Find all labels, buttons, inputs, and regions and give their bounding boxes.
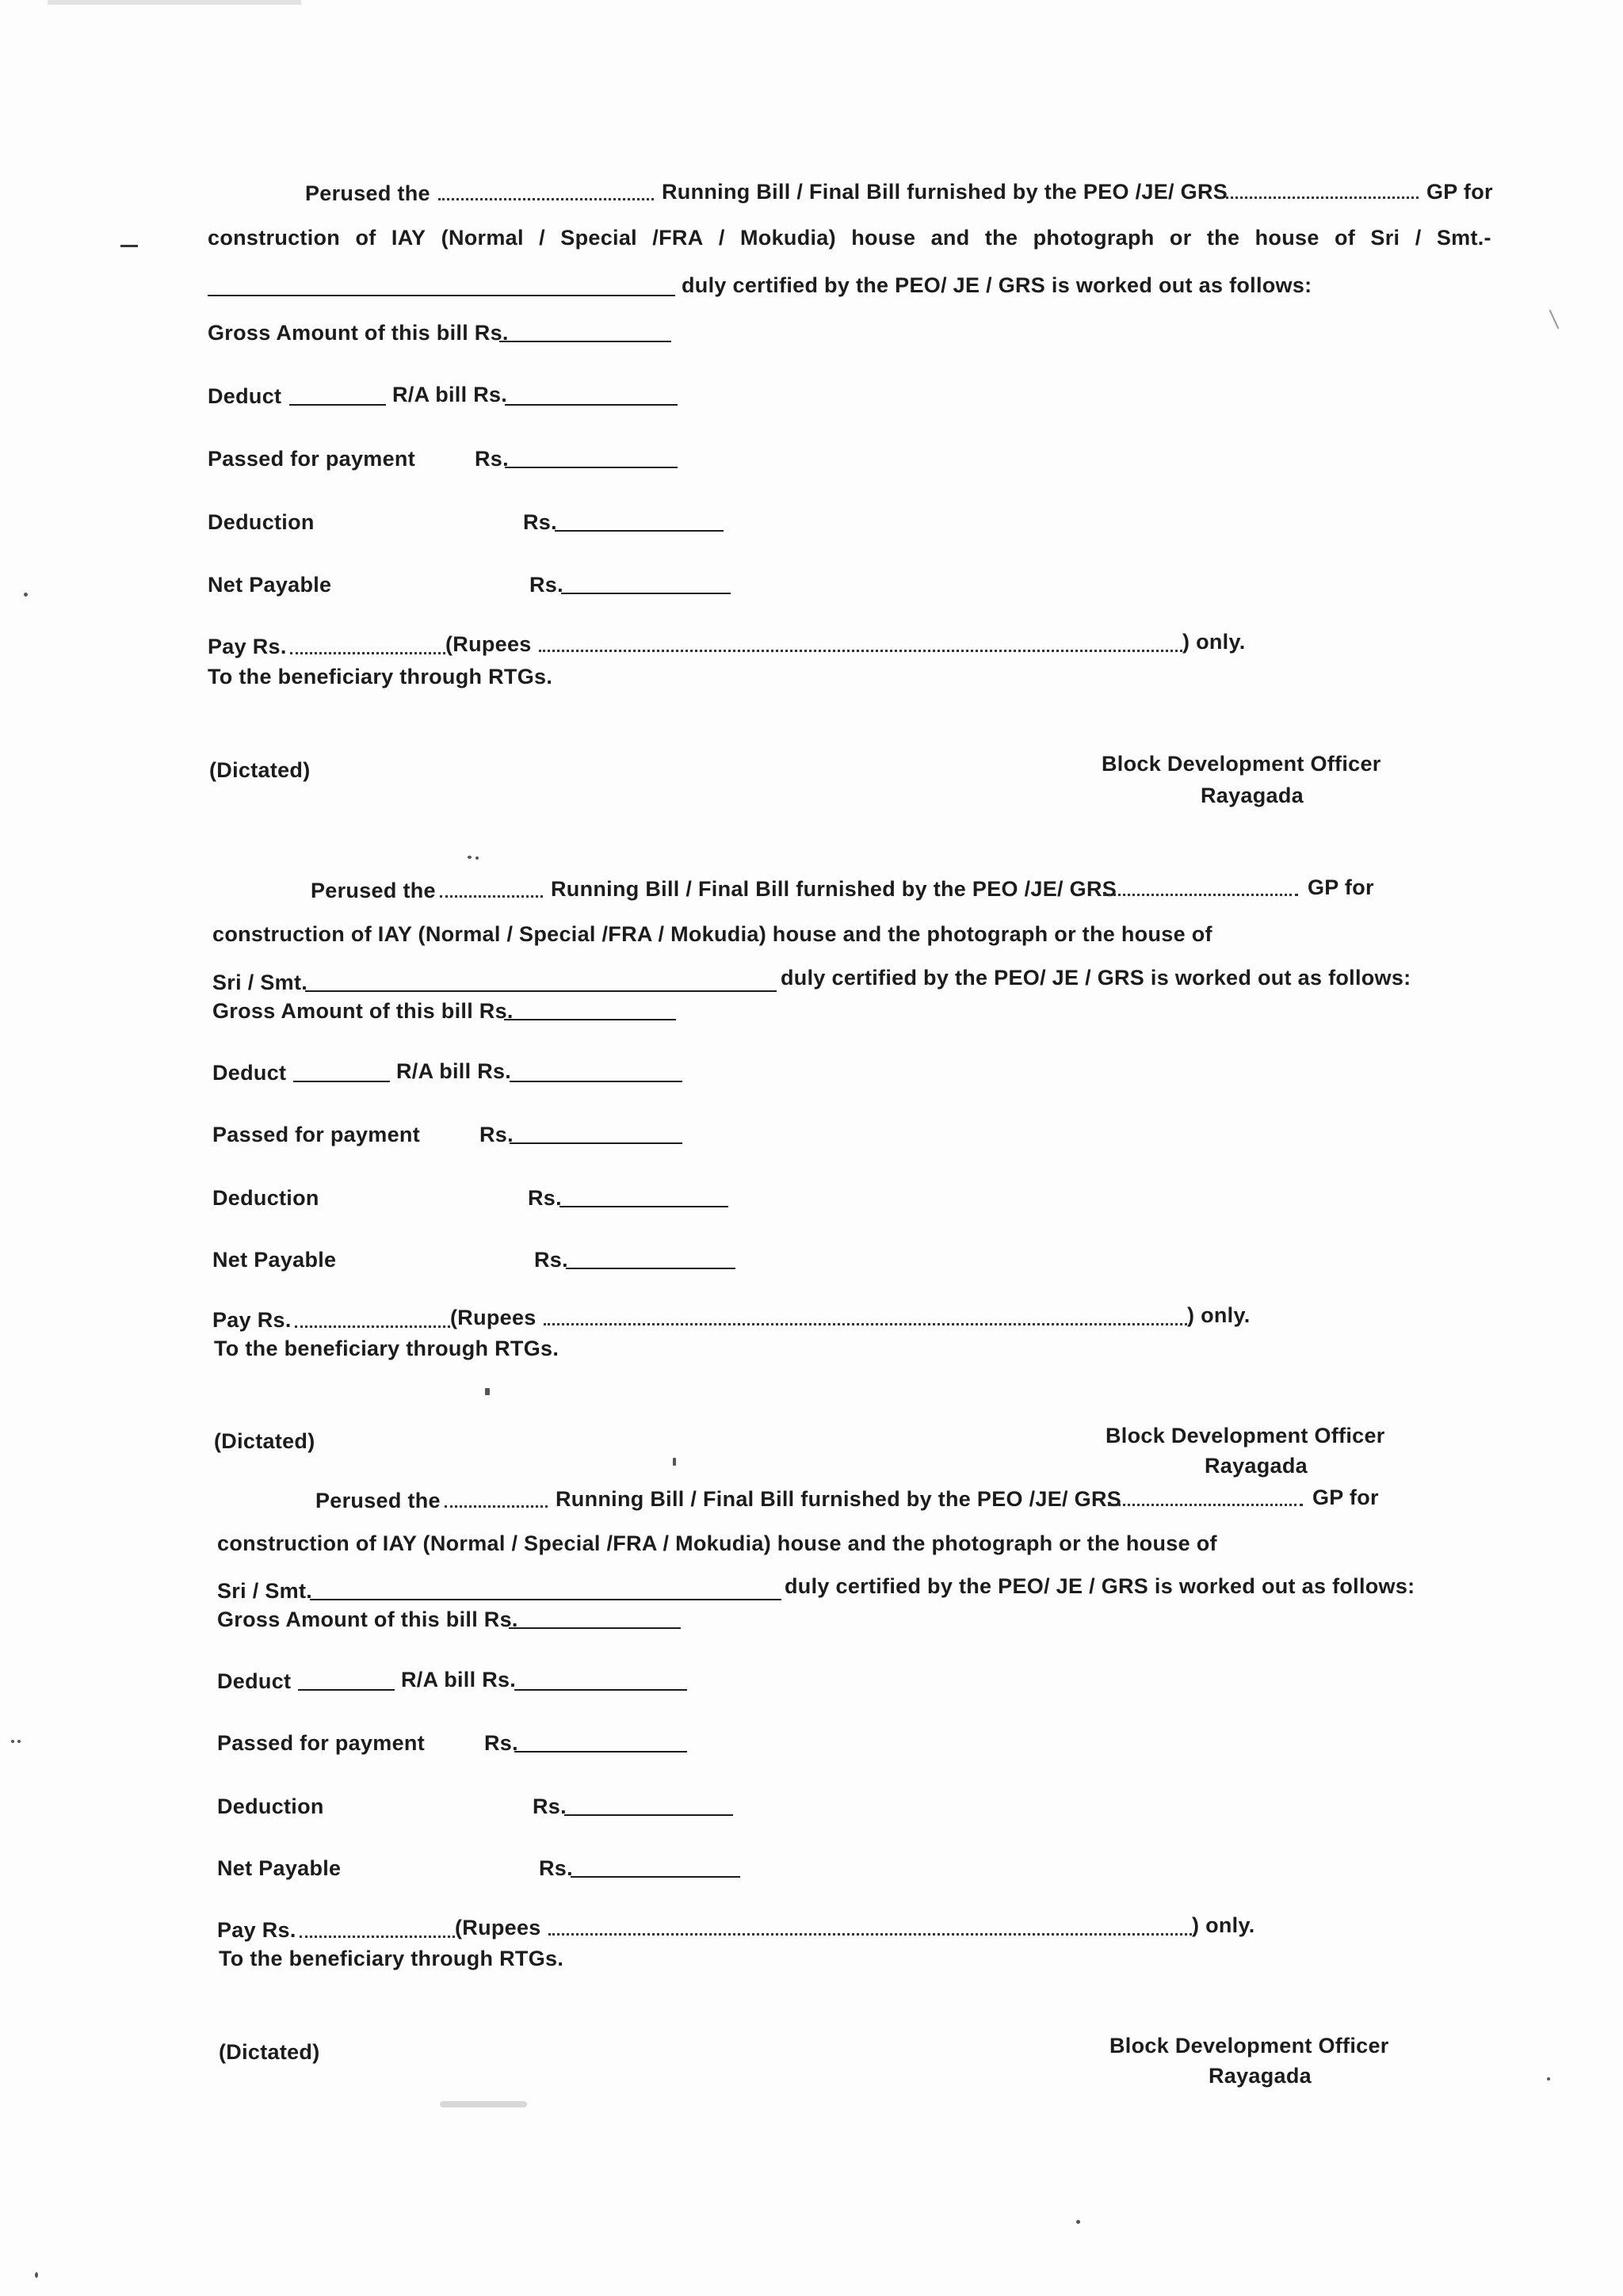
deduction-label: Deduction [212,1186,319,1210]
gp-for-text: GP for [1308,875,1374,899]
rupees-label: (Rupees [445,632,532,656]
word: of [355,226,376,250]
gp-name-blank[interactable] [1108,1504,1303,1506]
gp-for-text: GP for [1426,180,1493,204]
officer-place: Rayagada [1205,1454,1308,1478]
ra-bill-blank[interactable] [505,404,678,406]
passed-payment-blank[interactable] [510,1142,682,1144]
officer-place: Rayagada [1209,2064,1312,2088]
rs-label: Rs. [533,1794,567,1818]
word: / [718,226,725,250]
scan-edge-mark [1549,310,1560,329]
gp-name-blank[interactable] [1220,196,1419,199]
pay-amount-blank[interactable] [295,1325,450,1328]
rs-label: Rs. [539,1856,573,1880]
deduction-blank[interactable] [555,530,724,532]
only-label: ) only. [1192,1913,1255,1937]
net-payable-label: Net Payable [208,573,332,597]
beneficiary-rtgs-text: To the beneficiary through RTGs. [208,665,553,688]
deduct-label: Deduct [217,1669,292,1693]
beneficiary-name-blank[interactable] [310,1599,781,1600]
dictated-label: (Dictated) [214,1429,315,1453]
gross-amount-blank[interactable] [509,1627,681,1629]
net-payable-blank[interactable] [561,593,731,594]
ra-bill-label: R/A bill Rs. [396,1059,512,1083]
beneficiary-rtgs-text: To the beneficiary through RTGs. [214,1337,559,1360]
deduction-blank[interactable] [564,1814,733,1816]
pay-rs-label: Pay Rs. [208,635,287,658]
rs-label: Rs. [484,1731,518,1755]
perused-label: Perused the [305,181,430,205]
deduction-label: Deduction [208,510,315,534]
scan-speck [1547,2077,1550,2081]
word: Sri [1370,226,1400,250]
scan-speck [24,593,28,597]
net-payable-blank[interactable] [566,1268,735,1269]
word: / [1415,226,1422,250]
word: construction [208,226,341,250]
passed-payment-label: Passed for payment [208,447,415,471]
word: /FRA [652,226,704,250]
scan-dash-mark [120,245,138,247]
rs-label: Rs. [529,573,563,597]
bill-number-blank[interactable] [445,1505,548,1508]
beneficiary-name-blank[interactable] [305,990,777,992]
construction-text: construction of IAY (Normal / Special /FRA / Mokudia) house and the photograph or the house of [217,1531,1217,1555]
scan-edge-mark [48,0,301,5]
word: IAY [391,226,426,250]
only-label: ) only. [1187,1303,1251,1327]
rs-label: Rs. [475,447,509,471]
word: Smt.- [1436,226,1491,250]
net-payable-label: Net Payable [212,1248,337,1272]
officer-place: Rayagada [1201,784,1304,807]
scan-smudge [440,2101,527,2107]
passed-payment-blank[interactable] [505,467,678,468]
scan-speck [485,1388,490,1395]
dictated-label: (Dictated) [209,758,311,782]
word: the [984,226,1018,250]
net-payable-label: Net Payable [217,1856,342,1880]
deduct-blank[interactable] [298,1689,395,1691]
gp-for-text: GP for [1312,1486,1379,1509]
running-bill-text: Running Bill / Final Bill furnished by the PEO /JE/ GRS [551,877,1117,901]
passed-payment-blank[interactable] [514,1751,687,1753]
ra-bill-blank[interactable] [514,1689,687,1691]
deduction-blank[interactable] [559,1206,728,1207]
gross-amount-blank[interactable] [504,1019,676,1020]
gross-amount-blank[interactable] [499,341,671,342]
rupees-words-blank[interactable] [548,1933,1192,1936]
ra-bill-label: R/A bill Rs. [392,383,508,406]
rs-label: Rs. [523,510,557,534]
rupees-label: (Rupees [450,1306,537,1329]
beneficiary-name-blank[interactable] [208,295,675,296]
officer-title: Block Development Officer [1102,752,1381,776]
bill-number-blank[interactable] [438,198,654,200]
beneficiary-rtgs-text: To the beneficiary through RTGs. [219,1947,564,1970]
word: house [851,226,916,250]
word: and [930,226,970,250]
word: or [1169,226,1192,250]
gp-name-blank[interactable] [1103,894,1298,896]
gross-amount-label: Gross Amount of this bill Rs. [208,321,509,345]
word: Mokudia) [740,226,836,250]
word: (Normal [441,226,524,250]
deduct-label: Deduct [208,384,282,408]
rs-label: Rs. [534,1248,568,1272]
rs-label: Rs. [528,1186,562,1210]
sri-smt-label: Sri / Smt. [212,971,308,994]
ra-bill-blank[interactable] [510,1081,682,1082]
officer-title: Block Development Officer [1109,2034,1389,2058]
word: Special [560,226,637,250]
duly-certified-text: duly certified by the PEO/ JE / GRS is worked out as follows: [682,273,1312,297]
scan-speck [1076,2220,1080,2224]
rupees-label: (Rupees [455,1916,541,1939]
word: / [539,226,545,250]
ra-bill-label: R/A bill Rs. [401,1668,517,1691]
deduct-blank[interactable] [293,1081,390,1082]
scan-speck [673,1458,676,1466]
scan-speck [17,1740,21,1743]
gross-amount-label: Gross Amount of this bill Rs. [212,999,514,1023]
passed-payment-label: Passed for payment [212,1123,420,1146]
deduct-blank[interactable] [289,404,386,406]
sri-smt-label: Sri / Smt. [217,1579,313,1603]
rs-label: Rs. [479,1123,514,1146]
word: photograph [1033,226,1155,250]
dictated-label: (Dictated) [219,2040,320,2064]
construction-line-justified [208,225,1491,250]
rupees-words-blank[interactable] [544,1323,1187,1325]
deduct-label: Deduct [212,1061,287,1085]
scan-speck [35,2272,38,2278]
scan-speck [468,856,472,859]
construction-text: construction of IAY (Normal / Special /FRA / Mokudia) house and the photograph or the house of [212,922,1212,946]
word: the [1206,226,1240,250]
only-label: ) only. [1182,630,1246,654]
perused-label: Perused the [315,1489,441,1512]
rupees-words-blank[interactable] [539,650,1182,652]
gross-amount-label: Gross Amount of this bill Rs. [217,1608,518,1631]
pay-rs-label: Pay Rs. [217,1918,296,1942]
pay-rs-label: Pay Rs. [212,1308,292,1332]
scan-speck [11,1740,14,1743]
word: house [1254,226,1319,250]
bill-number-blank[interactable] [440,895,543,898]
word: of [1334,226,1356,250]
passed-payment-label: Passed for payment [217,1731,425,1755]
duly-certified-text: duly certified by the PEO/ JE / GRS is worked out as follows: [785,1574,1415,1598]
duly-certified-text: duly certified by the PEO/ JE / GRS is worked out as follows: [781,966,1411,990]
perused-label: Perused the [311,879,436,902]
scan-speck [475,856,479,860]
running-bill-text: Running Bill / Final Bill furnished by the PEO /JE/ GRS [662,180,1228,204]
running-bill-text: Running Bill / Final Bill furnished by the PEO /JE/ GRS [556,1487,1122,1511]
pay-amount-blank[interactable] [300,1936,455,1938]
pay-amount-blank[interactable] [290,652,445,654]
net-payable-blank[interactable] [571,1876,740,1878]
deduction-label: Deduction [217,1794,324,1818]
officer-title: Block Development Officer [1106,1424,1385,1447]
